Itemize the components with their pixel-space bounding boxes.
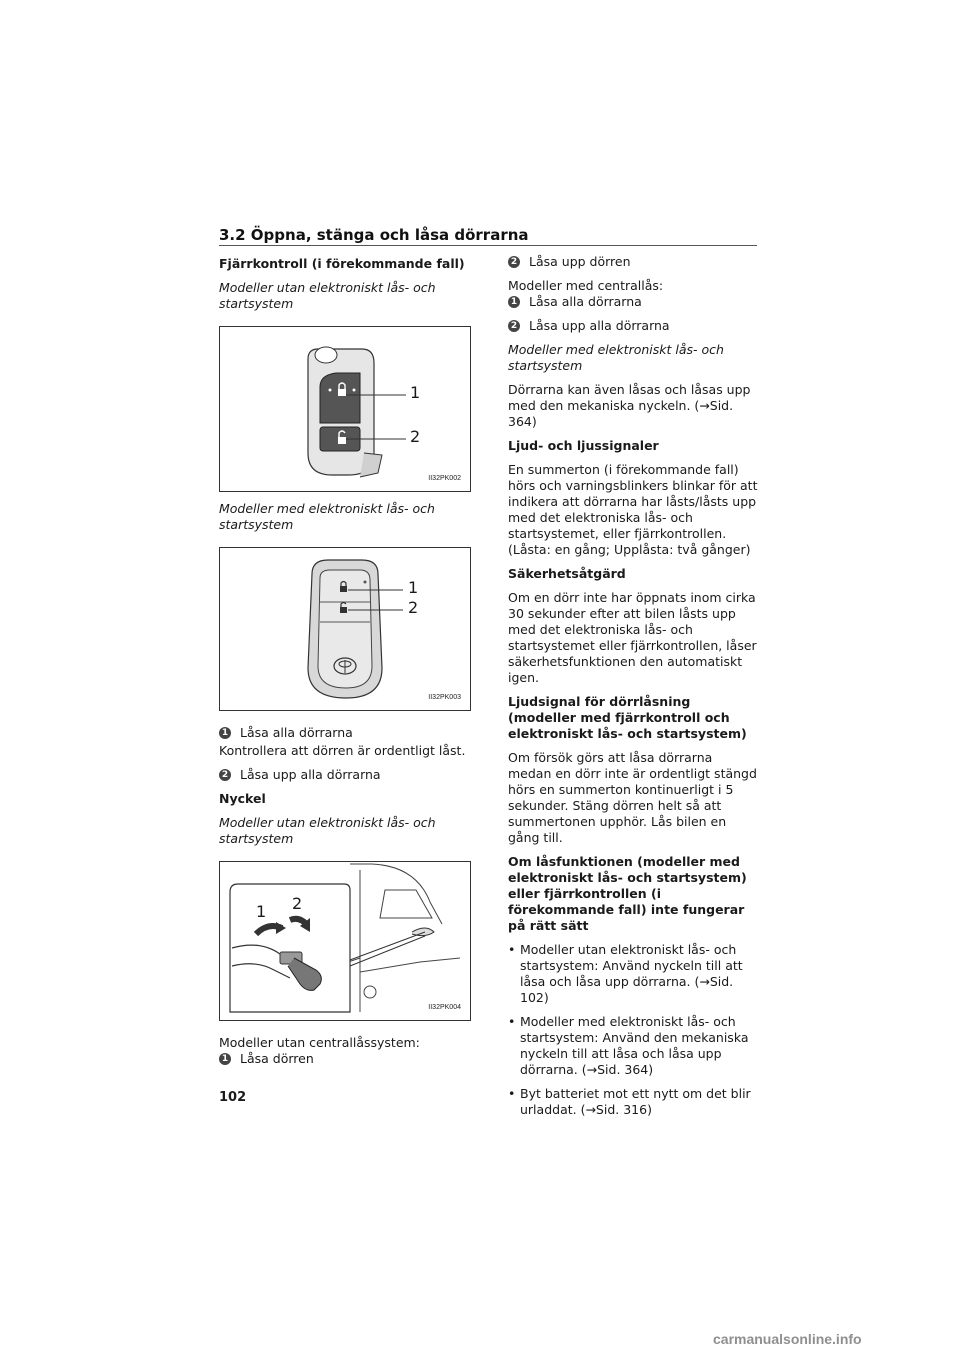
list-item <box>219 767 469 783</box>
mechanical-key-text: Dörrarna kan även låsas och låsas upp med den mekaniska nyckeln. (→Sid. 364) <box>508 382 751 429</box>
list-item <box>508 294 758 310</box>
list-item <box>219 725 469 741</box>
list-item: • Byt batteriet mot ett nytt om det blir urladdat. (→Sid. 316) <box>508 1086 758 1118</box>
item-label: Låsa dörren <box>240 1051 314 1066</box>
remote-subheading-1: Modeller utan elektroniskt lås- och startsystem <box>219 280 436 311</box>
callout-2: 2 <box>408 598 419 617</box>
item-label: Låsa upp dörren <box>529 254 631 269</box>
number-badge: 1 <box>219 1053 231 1065</box>
list-item <box>219 1051 469 1067</box>
watermark: carmanualsonline.info <box>713 1331 862 1347</box>
safety-text: Om en dörr inte har öppnats inom cirka 30 sekunder efter att bilen låsts upp med det elektroniska lås- och startsystemet eller fjärrkontrollen, låser säkerhetsfunktionen den automatiskt igen. <box>508 590 757 685</box>
number-badge: 1 <box>219 727 231 739</box>
buzzer-heading: Ljudsignal för dörrlåsning (modeller med fjärrkontroll och elektroniskt lås- och startsystem) <box>508 694 747 741</box>
signals-heading: Ljud- och ljussignaler <box>508 438 659 453</box>
item-label: Låsa alla dörrarna <box>240 725 353 740</box>
number-badge: 1 <box>508 296 520 308</box>
smart-key-subheading: Modeller med elektroniskt lås- och startsystem <box>508 342 724 373</box>
flip-key-illustration <box>220 327 470 491</box>
item-label: Låsa upp alla dörrarna <box>240 767 381 782</box>
item-note: Kontrollera att dörren är ordentligt låst. <box>219 743 466 758</box>
malfunction-list <box>508 942 758 1118</box>
figure-code: II32PK004 <box>428 1004 461 1011</box>
callout-1: 1 <box>410 383 421 402</box>
remote-heading: Fjärrkontroll (i förekommande fall) <box>219 256 465 271</box>
callout-2: 2 <box>292 894 303 913</box>
list-item: • Modeller utan elektroniskt lås- och startsystem: Använd nyckeln till att låsa och låsa upp dörrarna. (→Sid. 102) <box>508 942 758 1006</box>
smart-key-illustration <box>220 548 470 710</box>
callout-2: 2 <box>410 427 421 446</box>
list-item <box>508 254 758 270</box>
figure-remote-flip-key <box>219 326 471 492</box>
remote-subheading-2: Modeller med elektroniskt lås- och startsystem <box>219 501 435 532</box>
item-label: Låsa upp alla dörrarna <box>529 318 670 333</box>
callout-1: 1 <box>256 902 267 921</box>
figure-code: II32PK003 <box>428 694 461 701</box>
figure-code: II32PK002 <box>428 475 461 482</box>
malfunction-heading: Om låsfunktionen (modeller med elektroniskt lås- och startsystem) eller fjärrkontrollen (i förekommande fall) inte fungerar på rätt sätt <box>508 854 747 933</box>
buzzer-text: Om försök görs att låsa dörrarna medan en dörr inte är ordentligt stängd hörs en summerton kontinuerligt i 5 sekunder. Stäng dörren helt så att summertonen upphör. Lås bilen en gång till. <box>508 750 757 845</box>
key-subheading: Modeller utan elektroniskt lås- och startsystem <box>219 815 436 846</box>
item-label: Låsa alla dörrarna <box>529 294 642 309</box>
figure-mechanical-key <box>219 861 471 1021</box>
number-badge: 2 <box>219 769 231 781</box>
number-badge: 2 <box>508 320 520 332</box>
signals-text: En summerton (i förekommande fall) hörs och varningsblinkers blinkar för att indikera att dörrarna har låsts/låsts upp med det elektroniska lås- och startsystemet, eller fjärrkontrollen. (Låsta: en gång; Upplåsta: två gånger) <box>508 462 758 557</box>
callout-1: 1 <box>408 578 419 597</box>
number-badge: 2 <box>508 256 520 268</box>
list-item <box>508 318 758 334</box>
right-column <box>508 254 758 1126</box>
page-number: 102 <box>219 1090 247 1105</box>
central-lock-note: Modeller med centrallås: <box>508 278 664 293</box>
section-divider <box>219 245 757 246</box>
door-key-illustration <box>220 862 470 1020</box>
figure-smart-key <box>219 547 471 711</box>
safety-heading: Säkerhetsåtgärd <box>508 566 626 581</box>
no-central-lock-note: Modeller utan centrallåssystem: <box>219 1035 420 1050</box>
left-column <box>219 256 469 1075</box>
list-item: • Modeller med elektroniskt lås- och startsystem: Använd den mekaniska nyckeln till att låsa och låsa upp dörrarna. (→Sid. 364) <box>508 1014 758 1078</box>
section-title: 3.2 Öppna, stänga och låsa dörrarna <box>219 226 529 244</box>
key-heading: Nyckel <box>219 791 266 806</box>
